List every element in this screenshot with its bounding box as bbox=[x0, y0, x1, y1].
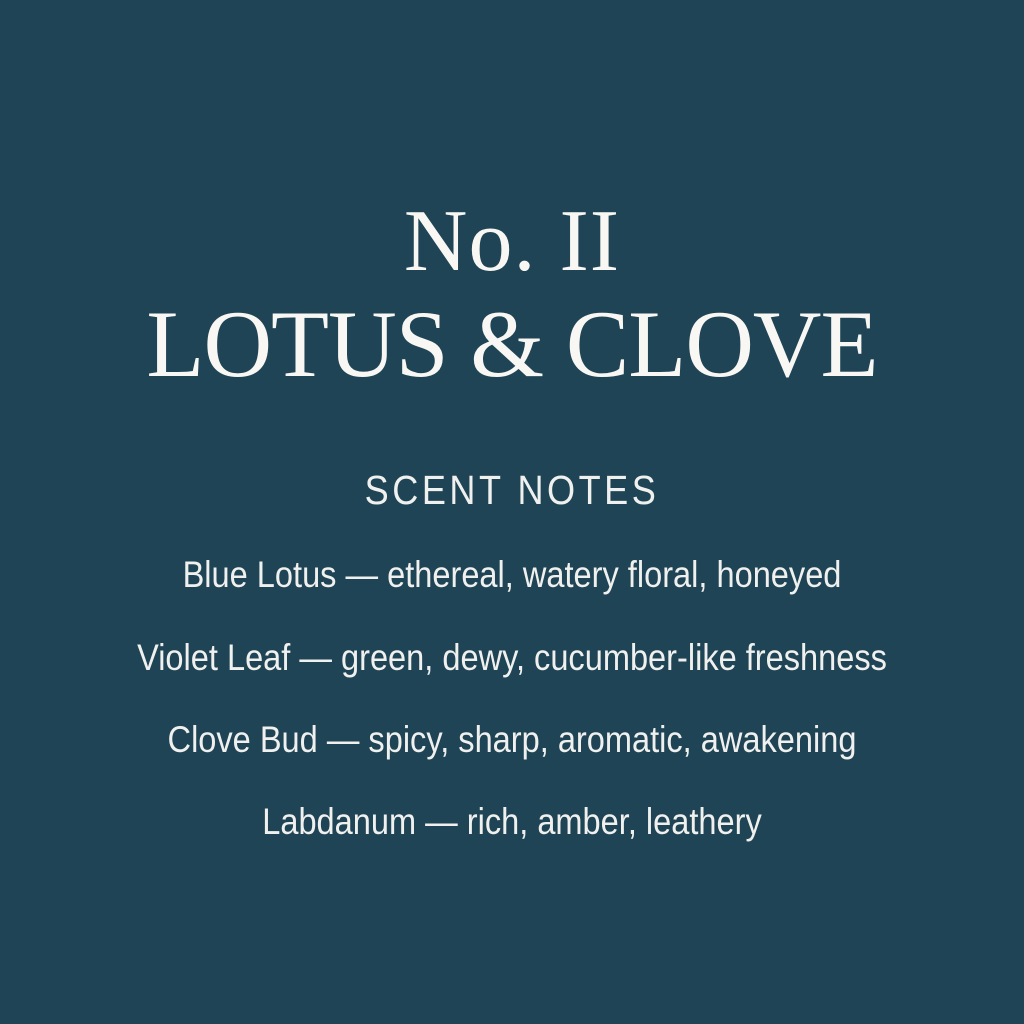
scent-note-violet-leaf: Violet Leaf — green, dewy, cucumber-like freshness bbox=[137, 637, 887, 678]
scent-note-clove-bud: Clove Bud — spicy, sharp, aromatic, awakening bbox=[167, 719, 857, 760]
scent-note-labdanum: Labdanum — rich, amber, leathery bbox=[262, 801, 762, 842]
product-name-heading: LOTUS & CLOVE bbox=[146, 291, 878, 397]
scent-note-blue-lotus: Blue Lotus — ethereal, watery floral, honeyed bbox=[182, 554, 842, 595]
product-number-heading: No. II bbox=[403, 193, 621, 290]
scent-notes-heading: SCENT NOTES bbox=[364, 467, 660, 513]
